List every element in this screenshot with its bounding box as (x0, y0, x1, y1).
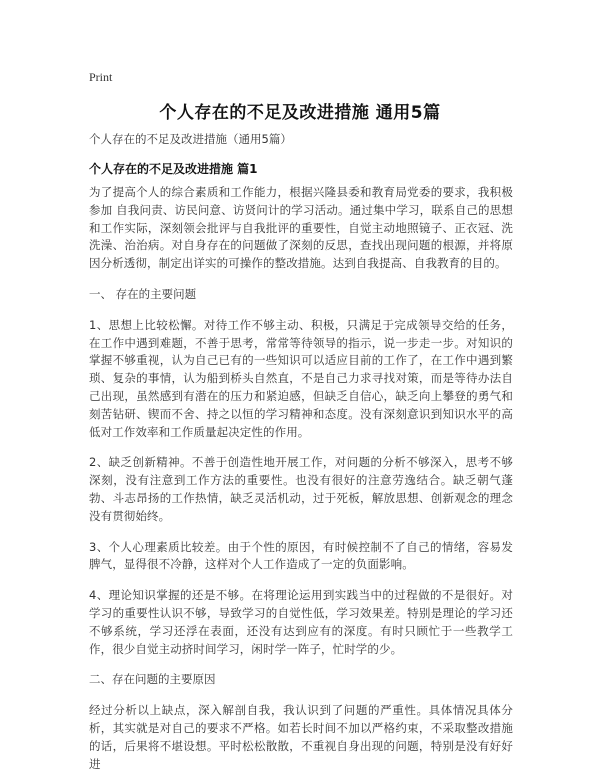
print-link[interactable]: Print (89, 70, 113, 84)
causes-paragraph: 经过分析以上缺点，深入解剖自我，我认识到了问题的严重性。具体情况具体分析，其实就是对自己的要求不严格。如若长时间不加以严格约束，不采取整改措施的话，后果将不堪设想。平时松松散散，不重视自身出现的问题，特别是没有好好进 (89, 703, 513, 771)
section-title: 个人存在的不足及改进措施 篇1 (89, 162, 258, 176)
document-title: 个人存在的不足及改进措施 通用5篇 (159, 103, 441, 123)
intro-paragraph: 为了提高个人的综合素质和工作能力，根据兴隆县委和教育局党委的要求，我积极参加 自我问责、访民问意、访贤问计的学习活动。通过集中学习，联系自己的思想和工作实际，深刻领会批评与自我批评的重要性，自觉主动地照镜子、正衣冠、洗洗澡、治治病。对自身存在的问题做了深刻的反思，查找出现问题的根源，并将原因分析透彻，制定出详实的可操作的整改措施。达到自我提高、自我教育的目的。 (89, 185, 513, 271)
problem-paragraph-2: 2、缺乏创新精神。不善于创造性地开展工作，对问题的分析不够深入，思考不够深刻，没有注意到工作方法的重要性。也没有很好的注意劳逸结合。缺乏朝气蓬勃、斗志昂扬的工作热情，缺乏灵活机动，过于死板，解放思想、创新观念的理念没有贯彻始终。 (89, 455, 513, 523)
problem-paragraph-4: 4、理论知识掌握的还是不够。在将理论运用到实践当中的过程做的不是很好。对学习的重要性认识不够，导致学习的自觉性低，学习效果差。特别是理论的学习还不够系统，学习还浮在表面，还没有达到应有的深度。有时只顾忙于一些教学工作，很少自觉主动挤时间学习，闲时学一阵子，忙时学的少。 (89, 588, 513, 656)
document-subtitle: 个人存在的不足及改进措施（通用5篇） (89, 132, 292, 146)
section-heading-problems: 一、 存在的主要问题 (89, 286, 197, 301)
problem-paragraph-3: 3、个人心理素质比较差。由于个性的原因，有时候控制不了自己的情绪，容易发脾气，显得很不冷静，这样对个人工作造成了一定的负面影响。 (89, 539, 513, 572)
section-heading-causes: 二、存在问题的主要原因 (89, 672, 216, 687)
problem-paragraph-1: 1、思想上比较松懈。对待工作不够主动、积极，只满足于完成领导交给的任务，在工作中遇到难题，不善于思考，常常等待领导的指示，说一步走一步。对知识的掌握不够重视，认为自己已有的一些知识可以适应目前的工作了，在工作中遇到繁琐、复杂的事情，认为船到桥头自然直，不是自己力求寻找对策，而是等待办法自己出现，虽然感到有潜在的压力和紧迫感，但缺乏自信心，缺乏向上攀登的勇气和刻苦钻研、锲而不舍、持之以恒的学习精神和态度。没有深刻意识到知识水平的高低对工作效率和工作质量起决定性的作用。 (89, 317, 513, 439)
document-body (89, 184, 513, 776)
